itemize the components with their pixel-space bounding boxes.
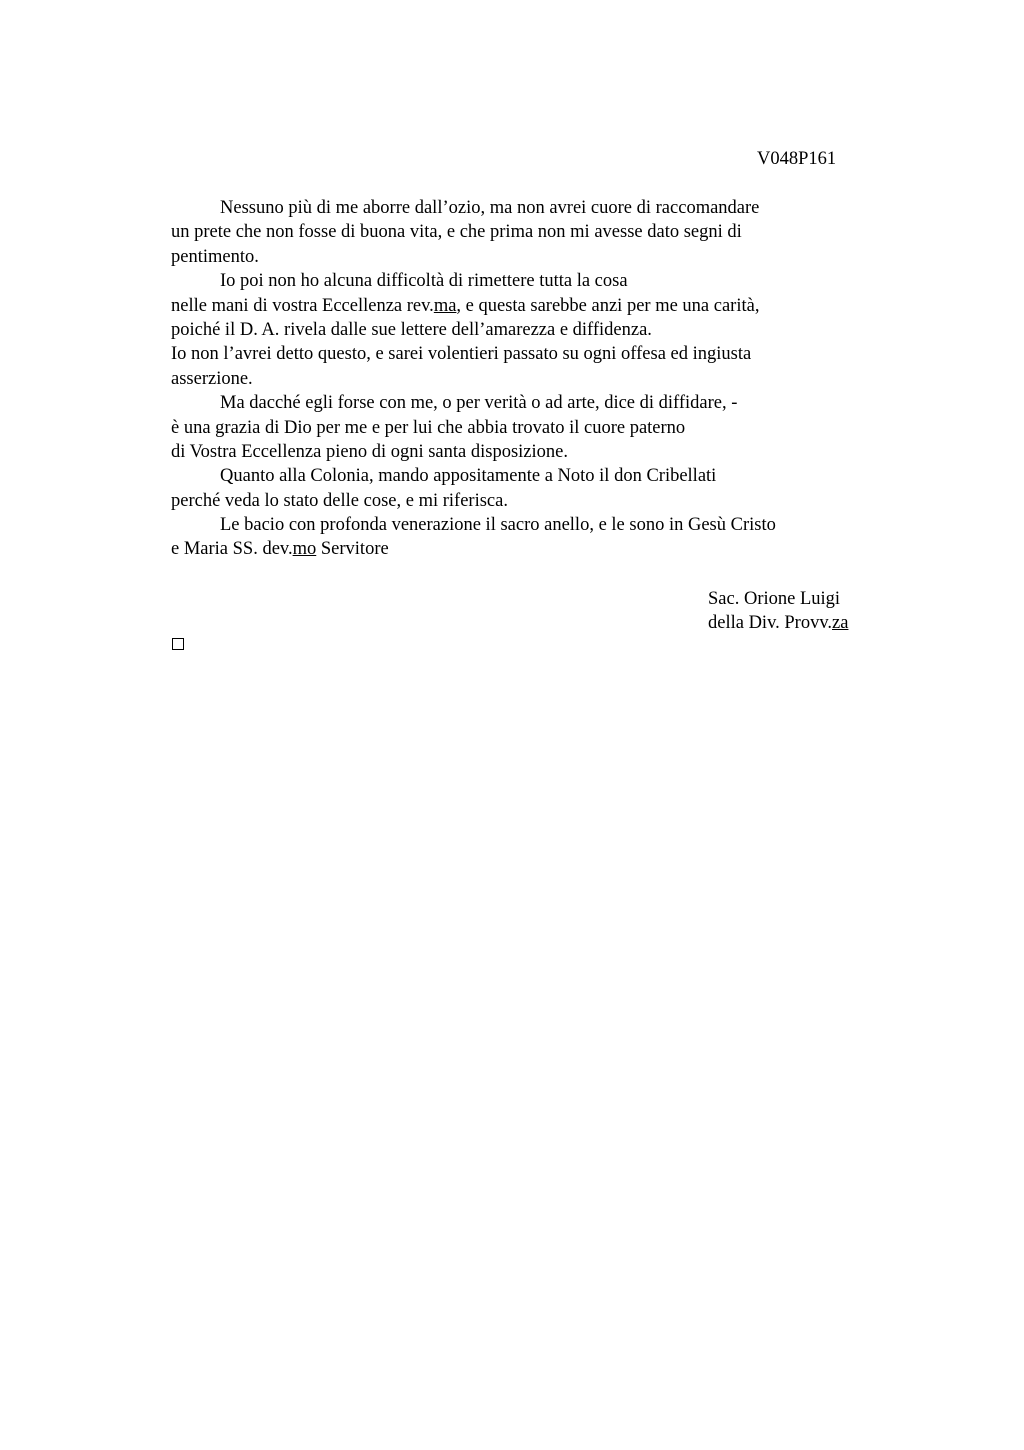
paragraph-4-line: perché veda lo stato delle cose, e mi riferisca. bbox=[171, 490, 508, 511]
paragraph-2-line: Io non l’avrei detto questo, e sarei volentieri passato su ogni offesa ed ingiusta bbox=[171, 344, 752, 365]
line-text: , e questa sarebbe anzi per me una carità, bbox=[456, 295, 760, 316]
underlined-abbreviation: ma bbox=[433, 295, 457, 316]
paragraph-2-line: asserzione. bbox=[171, 368, 253, 389]
paragraph-2-line: Io poi non ho alcuna difficoltà di rimettere tutta la cosa bbox=[220, 271, 628, 292]
paragraph-4-line: Quanto alla Colonia, mando appositamente a Noto il don Cribellati bbox=[220, 466, 717, 487]
line-text: nelle mani di vostra Eccellenza rev. bbox=[171, 295, 434, 316]
letter-body bbox=[171, 196, 871, 562]
page-reference: V048P161 bbox=[757, 149, 837, 169]
signature-affiliation-abbrev: za bbox=[832, 613, 849, 634]
line-text: e Maria SS. dev. bbox=[171, 539, 293, 560]
empty-square-icon bbox=[172, 638, 184, 650]
signature-affiliation-text: della Div. Provv. bbox=[708, 613, 832, 634]
underlined-abbreviation: mo bbox=[292, 539, 317, 560]
line-text: Servitore bbox=[316, 539, 389, 560]
paragraph-5-line: Le bacio con profonda venerazione il sacro anello, e le sono in Gesù Cristo bbox=[220, 515, 776, 536]
signature-block bbox=[708, 587, 848, 636]
paragraph-3-line: di Vostra Eccellenza pieno di ogni santa disposizione. bbox=[171, 441, 568, 462]
paragraph-2-line bbox=[171, 294, 871, 318]
paragraph-1-line: un prete che non fosse di buona vita, e che prima non mi avesse dato segni di bbox=[171, 222, 742, 243]
paragraph-2-line: poiché il D. A. rivela dalle sue lettere dell’amarezza e diffidenza. bbox=[171, 319, 652, 340]
signature-name: Sac. Orione Luigi bbox=[708, 589, 841, 609]
paragraph-3-line: è una grazia di Dio per me e per lui che abbia trovato il cuore paterno bbox=[171, 417, 686, 438]
paragraph-3-line: Ma dacché egli forse con me, o per verità o ad arte, dice di diffidare, - bbox=[220, 393, 738, 414]
signature-affiliation bbox=[708, 611, 848, 635]
paragraph-1-line: Nessuno più di me aborre dall’ozio, ma non avrei cuore di raccomandare bbox=[220, 198, 760, 218]
paragraph-5-line bbox=[171, 537, 871, 561]
paragraph-1-line: pentimento. bbox=[171, 246, 259, 267]
